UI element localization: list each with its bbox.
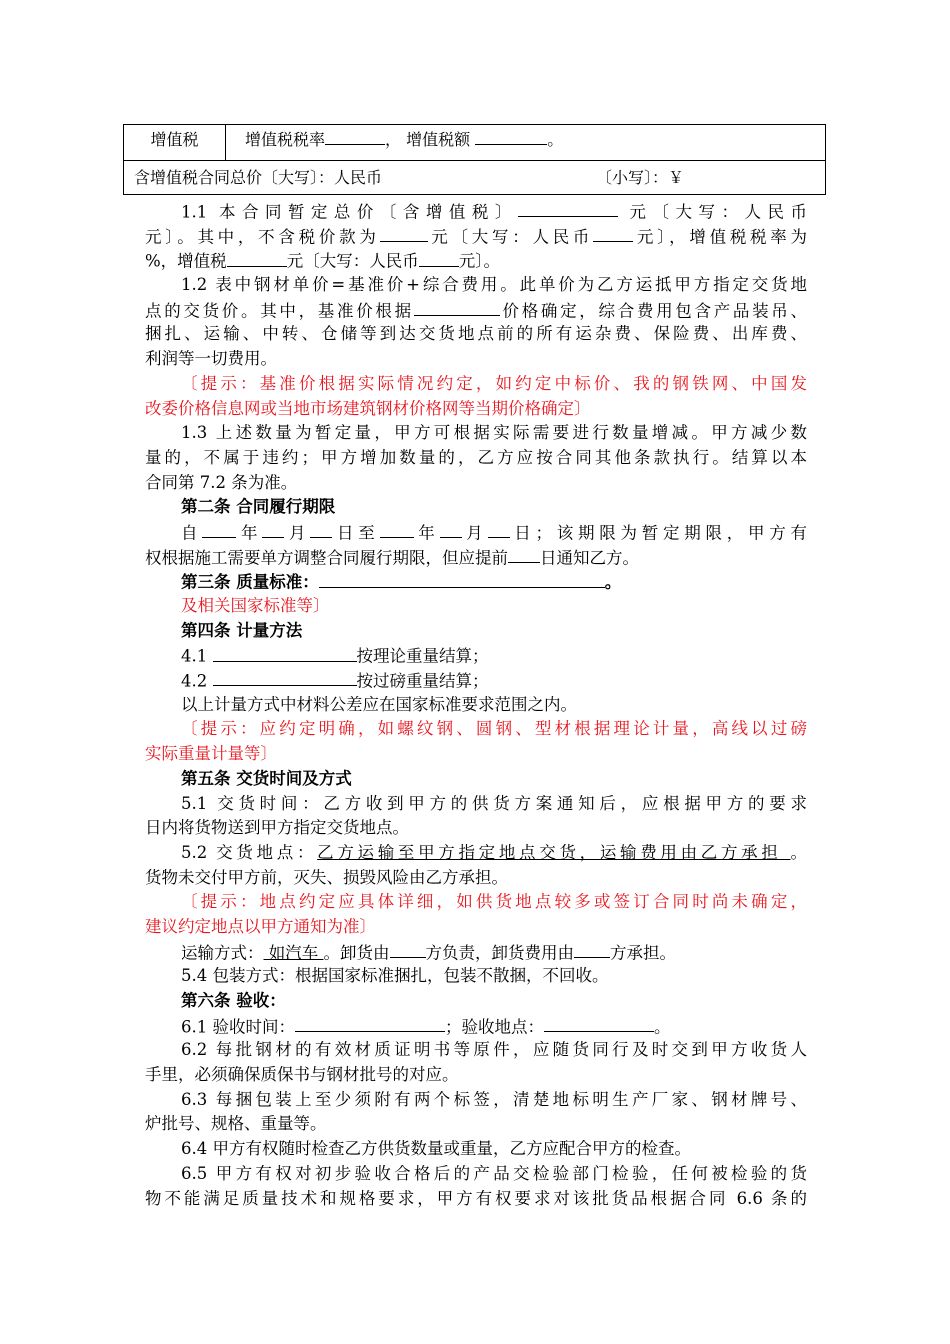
contract-line bbox=[145, 421, 807, 446]
line-text: 第二条 合同履行期限 bbox=[181, 497, 336, 517]
fill-blank[interactable] bbox=[390, 940, 426, 958]
total-row bbox=[124, 160, 825, 195]
line-text: 改委价格信息网或当地市场建筑钢材价格网等当期价格确定〕 bbox=[145, 398, 591, 418]
line-text: 元〔大写：人民币 bbox=[427, 227, 594, 246]
line-text: 及相关国家标准等〕 bbox=[181, 596, 330, 615]
contract-line bbox=[145, 841, 807, 866]
line-text: 〔提示：地点约定应具体详细，如供货地点较多或签订合同时尚未确定， bbox=[181, 892, 807, 912]
line-text: 1.1 本合同暂定总价〔含增值税〕 bbox=[181, 202, 518, 222]
contract-line bbox=[145, 1088, 807, 1113]
contract-line bbox=[145, 1137, 807, 1162]
vat-row bbox=[124, 125, 825, 161]
contract-line bbox=[145, 298, 807, 323]
line-text: 乙方运输至甲方指定地点交货，运输费用由乙方承担 bbox=[317, 842, 791, 862]
contract-line bbox=[145, 890, 807, 915]
contract-line bbox=[145, 964, 807, 989]
line-text: 量的，不属于违约；甲方增加数量的，乙方应按合同其他条款执行。结算以本 bbox=[145, 447, 807, 467]
contract-line bbox=[145, 989, 807, 1014]
contract-line bbox=[145, 1112, 807, 1137]
line-text: 年 bbox=[413, 523, 440, 543]
contract-line bbox=[145, 742, 807, 767]
line-text: 自 bbox=[181, 523, 203, 543]
contract-line bbox=[145, 446, 807, 471]
line-text: 方负责，卸货费用由 bbox=[425, 942, 574, 962]
line-text: 第五条 交货时间及方式 bbox=[181, 768, 352, 788]
contract-body bbox=[145, 199, 807, 1211]
fill-blank[interactable] bbox=[488, 520, 510, 538]
contract-line bbox=[145, 569, 807, 594]
fill-blank[interactable] bbox=[380, 224, 428, 242]
contract-line bbox=[145, 866, 807, 891]
fill-blank[interactable] bbox=[213, 668, 357, 686]
contract-line bbox=[145, 347, 807, 372]
line-text: 6.2 每批钢材的有效材质证明书等原件，应随货同行及时交到甲方收货人 bbox=[181, 1040, 807, 1060]
fill-blank[interactable] bbox=[574, 940, 610, 958]
line-text: 按理论重量结算； bbox=[356, 646, 489, 666]
line-text: 月 bbox=[284, 523, 311, 543]
fill-blank[interactable] bbox=[227, 248, 287, 266]
fill-blank[interactable] bbox=[262, 520, 284, 538]
contract-line bbox=[145, 397, 807, 422]
contract-line bbox=[145, 199, 807, 224]
contract-line bbox=[145, 322, 807, 347]
fill-blank[interactable] bbox=[508, 545, 540, 563]
line-text: 价格确定，综合费用包含产品装吊、 bbox=[499, 301, 807, 321]
line-text: 5.1 交货时间：乙方收到甲方的供货方案通知后，应根据甲方的要求 bbox=[181, 793, 807, 813]
fill-blank[interactable] bbox=[319, 569, 605, 587]
line-text: 手里，必须确保质保书与钢材批号的对应。 bbox=[145, 1065, 459, 1085]
line-text: 日通知乙方。 bbox=[540, 547, 639, 567]
contract-line bbox=[145, 619, 807, 644]
line-text: 〔提示：基准价根据实际情况约定，如约定中标价、我的钢铁网、中国发 bbox=[181, 373, 807, 393]
line-text: 日；该期限为暂定期限，甲方有 bbox=[509, 523, 807, 543]
line-text: 元〔大写：人民币 bbox=[617, 202, 807, 222]
contract-line bbox=[145, 372, 807, 397]
line-text: 。 bbox=[604, 572, 622, 592]
line-text: 6.3 每捆包装上至少须附有两个标签，清楚地标明生产厂家、钢材牌号、 bbox=[181, 1089, 807, 1109]
fill-blank[interactable] bbox=[380, 520, 414, 538]
line-text: 合同第 7.2 条为准。 bbox=[145, 472, 298, 492]
contract-line bbox=[145, 668, 807, 693]
line-text: 点的交货价。其中，基准价根据 bbox=[145, 301, 414, 321]
total-label: 含增值税合同总价〔大写〕：人民币 bbox=[134, 168, 383, 187]
line-text: 捆扎、运输、中转、仓储等到达交货地点前的所有运杂费、保险费、出库费、 bbox=[145, 324, 807, 344]
fill-blank[interactable] bbox=[419, 248, 459, 266]
contract-line bbox=[145, 1162, 807, 1187]
vat-amount-blank[interactable] bbox=[475, 127, 547, 145]
line-text: 炉批号、规格、重量等。 bbox=[145, 1114, 327, 1134]
vat-detail bbox=[245, 125, 563, 155]
line-text: 5.2 交货地点： bbox=[181, 842, 318, 862]
fill-blank[interactable] bbox=[440, 520, 462, 538]
contract-line bbox=[145, 915, 807, 940]
contract-line bbox=[145, 792, 807, 817]
line-text: 4.2 bbox=[181, 671, 213, 691]
fill-blank[interactable] bbox=[295, 1014, 445, 1032]
line-text: 利润等一切费用。 bbox=[145, 349, 277, 369]
line-text: 按过磅重量结算； bbox=[356, 671, 489, 691]
contract-line bbox=[145, 1187, 807, 1212]
line-text: 第四条 计量方法 bbox=[181, 620, 303, 640]
contract-line bbox=[145, 1014, 807, 1039]
line-text: 。 bbox=[654, 1017, 671, 1036]
line-text: 第六条 验收： bbox=[181, 991, 286, 1010]
contract-line bbox=[145, 717, 807, 742]
line-text: 6.1 验收时间： bbox=[181, 1017, 295, 1036]
fill-blank[interactable] bbox=[310, 520, 332, 538]
line-text: 货物未交付甲方前，灭失、损毁风险由乙方承担。 bbox=[145, 867, 508, 887]
contract-line bbox=[145, 940, 807, 965]
line-text: 运输方式： bbox=[181, 942, 264, 962]
vat-rate-blank[interactable] bbox=[325, 127, 385, 145]
line-text: 以上计量方式中材料公差应在国家标准要求范围之内。 bbox=[181, 694, 577, 714]
contract-line bbox=[145, 495, 807, 520]
line-text: 元〕，增值税税率为 bbox=[633, 227, 807, 246]
fill-blank[interactable] bbox=[518, 199, 618, 217]
line-text: 日内将货物送到甲方指定交货地点。 bbox=[145, 818, 409, 838]
contract-line bbox=[145, 643, 807, 668]
contract-line bbox=[145, 471, 807, 496]
line-text: 元〕。 bbox=[458, 251, 500, 271]
vat-end: 。 bbox=[547, 130, 564, 149]
contract-line bbox=[145, 273, 807, 298]
contract-line bbox=[145, 594, 807, 619]
line-text: 方承担。 bbox=[610, 942, 676, 962]
line-text: 实际重量计量等〕 bbox=[145, 744, 277, 764]
line-text: 建议约定地点以甲方通知为准〕 bbox=[145, 916, 376, 936]
fill-blank[interactable] bbox=[544, 1014, 654, 1032]
vat-amount-label: 增值税额 bbox=[406, 130, 471, 149]
line-text: 权根据施工需要单方调整合同履行期限，但应提前 bbox=[145, 547, 508, 567]
line-text: 6.5 甲方有权对初步验收合格后的产品交检验部门检验，任何被检验的货 bbox=[181, 1163, 807, 1183]
line-text: 如汽车 bbox=[263, 942, 324, 962]
line-text: 。 bbox=[790, 842, 807, 862]
line-text: 6.4 甲方有权随时检查乙方供货数量或重量，乙方应配合甲方的检查。 bbox=[181, 1139, 691, 1159]
line-text: 年 bbox=[236, 523, 263, 543]
total-small-label: 〔小写〕：￥ bbox=[596, 168, 685, 187]
contract-line bbox=[145, 520, 807, 545]
vat-sep: ， bbox=[385, 130, 402, 149]
fill-blank[interactable] bbox=[213, 643, 357, 661]
line-text: 元〔大写：人民币 bbox=[286, 251, 419, 271]
line-text: 5.4 包装方式：根据国家标准捆扎，包装不散捆，不回收。 bbox=[181, 966, 609, 986]
line-text: 元〕。其中，不含税价款为 bbox=[145, 227, 380, 246]
contract-line bbox=[145, 816, 807, 841]
vat-label: 增值税 bbox=[124, 125, 226, 160]
fill-blank[interactable] bbox=[414, 298, 500, 316]
fill-blank[interactable] bbox=[202, 520, 236, 538]
price-table bbox=[123, 124, 826, 195]
contract-line bbox=[145, 767, 807, 792]
contract-line bbox=[145, 693, 807, 718]
contract-line bbox=[145, 1038, 807, 1063]
line-text: 4.1 bbox=[181, 646, 213, 666]
line-text: 。卸货由 bbox=[323, 942, 390, 962]
line-text: 1.2 表中钢材单价=基准价+综合费用。此单价为乙方运抵甲方指定交货地 bbox=[181, 275, 807, 295]
line-text: 日至 bbox=[332, 523, 380, 543]
contract-line bbox=[145, 1063, 807, 1088]
line-text: ；验收地点： bbox=[445, 1017, 544, 1036]
fill-blank[interactable] bbox=[593, 224, 633, 242]
contract-line bbox=[145, 545, 807, 570]
line-text: 〔提示：应约定明确，如螺纹钢、圆钢、型材根据理论计量，高线以过磅 bbox=[181, 719, 807, 739]
line-text: 第三条 质量标准： bbox=[181, 572, 319, 592]
vat-rate-label: 增值税税率 bbox=[245, 130, 326, 149]
line-text: %，增值税 bbox=[145, 251, 227, 271]
line-text: 物不能满足质量技术和规格要求，甲方有权要求对该批货品根据合同 6.6 条的 bbox=[145, 1188, 807, 1208]
line-text: 月 bbox=[461, 523, 488, 543]
contract-line bbox=[145, 224, 807, 249]
contract-line bbox=[145, 248, 807, 273]
line-text: 1.3 上述数量为暂定量，甲方可根据实际需要进行数量增减。甲方减少数 bbox=[181, 423, 807, 443]
